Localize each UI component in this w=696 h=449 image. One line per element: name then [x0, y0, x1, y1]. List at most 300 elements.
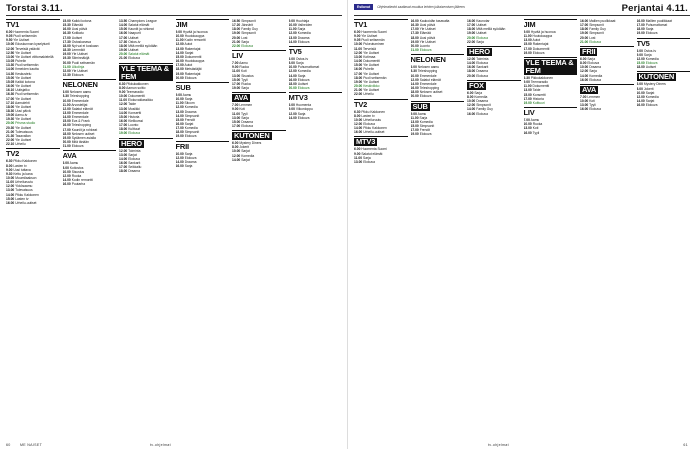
program-title: Yle Uutiset [15, 138, 32, 143]
channel-logo: JIM [175, 20, 188, 29]
program-time: 18.00 [636, 27, 645, 32]
program-time: 9.00 [119, 89, 126, 94]
program-title: Elokuva [128, 56, 140, 61]
channel-logo: HERO [469, 46, 490, 56]
program-time: 18.00 [410, 90, 419, 95]
channel-block [637, 38, 691, 70]
listing-column [63, 19, 117, 437]
program-title: Salatut elämät [128, 23, 150, 28]
program-time: 18.00 [119, 43, 128, 48]
program-listing [176, 164, 230, 168]
program-time: 14.00 [175, 50, 184, 55]
channel-logo: AVA [234, 93, 249, 103]
program-title: Draama [184, 109, 197, 114]
program-listing [467, 74, 521, 78]
program-time: 16.30 [6, 92, 15, 97]
program-time: 14.00 [636, 99, 645, 104]
program-title: Sarjat [645, 99, 655, 104]
program-title: Kettu ja kana [13, 171, 33, 176]
program-listing [232, 44, 286, 48]
program-title: Keskustelu [15, 71, 32, 76]
program-time: 21.30 [6, 133, 15, 138]
program-time: 16.50 [232, 19, 241, 23]
channel-logo: LIV [232, 51, 244, 61]
program-time: 9.00 [523, 80, 530, 85]
channel-logo: MTV3 [288, 93, 308, 103]
channel-header [232, 50, 286, 60]
channel-header [580, 84, 634, 94]
program-title: Uutiset [297, 81, 308, 86]
program-title: Eva & Frank [71, 119, 90, 124]
program-time: 15.00 [62, 19, 71, 23]
program-time: 14.00 [175, 113, 184, 118]
program-time: 12.00 [354, 121, 363, 126]
program-title: Teleshopping [71, 123, 92, 128]
program-time: 13.00 [232, 73, 241, 78]
channel-block [354, 19, 408, 97]
program-title: Elokuva [532, 50, 545, 55]
program-title: Autot [532, 38, 541, 43]
program-time: 16.00 [288, 77, 297, 82]
program-title: Kaukoidän tasavalta [419, 19, 450, 23]
program-time: 17.00 [119, 35, 128, 40]
program-time: 12.00 [636, 94, 645, 99]
program-time: 13.00 [6, 188, 15, 193]
program-title: Puoli seitsemän [363, 75, 387, 80]
channel-header [467, 80, 521, 90]
program-title: Nelosen uutiset [71, 131, 95, 136]
program-title: Draama [241, 119, 253, 124]
program-time: 20.00 [410, 43, 419, 48]
program-time: 6.00 [636, 48, 643, 53]
channel-block [6, 19, 60, 146]
program-title: Huutokauppa [184, 34, 205, 39]
program-time: 11.00 [232, 111, 241, 116]
program-time: 12.00 [410, 77, 419, 82]
program-time: 16.00 [354, 67, 363, 72]
program-title: Lost [241, 35, 248, 40]
program-time: 6.00 [636, 82, 643, 87]
program-title: Pikku Kakkonen [13, 159, 37, 164]
channel-block [524, 57, 578, 105]
program-time: 16.00 [175, 121, 184, 126]
program-title: Komedia [241, 153, 255, 158]
program-title: Draama [589, 65, 601, 70]
program-time: 15.30 [62, 23, 71, 28]
program-title: Pikku Kakkonen [363, 126, 387, 131]
notice-chip: Esiluvut [354, 4, 373, 10]
channel-header [354, 19, 408, 29]
program-listing [580, 78, 634, 82]
program-time: 20.00 [467, 35, 476, 40]
program-title: Nyt vai ei koskaan [71, 43, 99, 48]
channel-block [6, 148, 60, 205]
program-title: Komedia [645, 94, 659, 99]
program-time: 10.00 [62, 98, 71, 103]
program-time: 18.30 [62, 48, 71, 53]
program-time: 16.00 [6, 200, 15, 205]
program-time: 14.00 [410, 81, 419, 86]
program-time: 16.00 [580, 107, 589, 112]
program-title: Draama [184, 159, 197, 164]
program-title: Huuhtaja [295, 19, 310, 23]
program-title: Aamu [182, 92, 192, 97]
program-title: Elokuva [419, 132, 432, 137]
program-time: 9.00 [288, 19, 295, 23]
program-time: 7.00 [523, 118, 530, 123]
program-time: 9.00 [232, 65, 239, 70]
program-title: Kodin remontti [71, 178, 93, 182]
channel-header [232, 130, 286, 140]
program-time: 15.00 [119, 114, 128, 119]
program-time: 12.00 [62, 173, 71, 178]
program-title: Hyvää ja huonoa [530, 30, 556, 34]
program-title: Kaunotar [476, 19, 490, 23]
program-time: 22.30 [62, 73, 71, 78]
program-title: Huomenta [295, 103, 312, 108]
channel-logo: AVA [582, 84, 597, 94]
program-time: 15.00 [636, 61, 645, 66]
listing-column [232, 19, 286, 437]
program-time: 18.00 [636, 65, 645, 70]
channel-header [580, 46, 634, 56]
program-title: Kulttuuri [532, 100, 545, 105]
program-time: 9.05 [6, 34, 13, 39]
program-time: 9.30 [6, 171, 13, 176]
program-time: 22.00 [62, 68, 71, 73]
channel-header [63, 79, 117, 89]
program-time: 14.00 [354, 126, 363, 131]
channel-block [467, 19, 521, 44]
program-time: 8.00 [119, 85, 126, 90]
program-time: 12.00 [119, 148, 128, 153]
program-title: Sarja [295, 61, 304, 66]
channel-block [637, 19, 691, 36]
channel-logo: HERO [121, 138, 142, 148]
program-title: Ruoka [71, 173, 82, 178]
program-title: Urheilu [15, 142, 26, 147]
program-title: Champions League [128, 19, 157, 23]
channel-header [176, 19, 230, 29]
program-time: 16.10 [6, 88, 15, 93]
channel-block [119, 63, 173, 136]
program-time: 9.00 [410, 111, 417, 116]
program-time: 11.00 [354, 46, 363, 51]
program-title: Dokumentti [363, 59, 380, 64]
program-time: 22.00 [6, 138, 15, 143]
program-title: Puhumattomat [645, 23, 668, 28]
channel-block [467, 46, 521, 78]
channel-block [63, 19, 117, 77]
program-title: Tyyli [532, 130, 540, 135]
program-title: Kotikatu [71, 31, 84, 36]
program-title: Puoli seitsemän [13, 34, 37, 39]
program-title: Konsertti [128, 110, 142, 115]
program-title: Pikkukakkonen [530, 75, 554, 80]
program-time: 21.00 [6, 129, 15, 134]
program-title: Huomenta Suomi [361, 30, 387, 34]
program-time: 18.00 [232, 27, 241, 32]
program-title: Puoli seitsemän [15, 63, 39, 68]
channel-header [289, 46, 343, 56]
program-title: Ostos-tv [128, 39, 141, 44]
program-time: 12.00 [636, 56, 645, 61]
channel-logo: TV5 [636, 38, 650, 48]
program-time: 16.00 [119, 31, 128, 36]
channel-block [289, 46, 343, 90]
program-title: Simpsonit [589, 23, 604, 28]
program-title: Yle Uutiset [71, 52, 88, 57]
program-title: Family Guy [476, 107, 493, 112]
program-time: 16.00 [523, 130, 532, 135]
program-title: Elokuvaklassikko [128, 98, 154, 103]
program-title: Elokuva [589, 107, 601, 112]
program-title: Elokuva [241, 123, 253, 128]
program-time: 12.00 [288, 111, 297, 116]
program-time: 16.00 [467, 65, 476, 70]
program-time: 22.00 [354, 92, 363, 97]
program-time: 9.00 [175, 92, 182, 97]
program-listing [119, 56, 173, 60]
program-time: 21.00 [410, 48, 419, 53]
program-time: 17.00 [410, 27, 419, 32]
program-title: Sisustus [71, 169, 85, 174]
program-title: Komedia [645, 56, 659, 61]
program-time: 10.00 [288, 65, 297, 70]
program-time: 14.00 [288, 73, 297, 78]
program-time: 13.00 [523, 38, 532, 43]
channel-block [580, 84, 634, 112]
program-title: Sarja [587, 56, 596, 61]
program-title: Elokuva [184, 75, 197, 80]
program-title: Kodin remontti [184, 38, 206, 43]
program-title: Kauniit ja rohkeat [71, 127, 98, 132]
program-title: Yle Uutiset viittomakielellä [15, 54, 54, 59]
program-title: Jokerit [643, 86, 654, 91]
program-time: 9.50 [6, 38, 13, 43]
program-time: 16.00 [6, 84, 15, 89]
program-title: Uusi päivä [15, 108, 31, 113]
program-time: 10.00 [175, 151, 184, 156]
program-time: 19.00 [119, 131, 128, 136]
program-time: 18.00 [62, 43, 71, 48]
program-time: 13.00 [288, 35, 297, 40]
program-title: Koti [589, 99, 595, 104]
notice-text: Ohjelmatiedot saattavat muuttua lehden julkaisemisen jälkeen. [377, 5, 466, 9]
program-time: 8.00 [354, 113, 361, 118]
program-time: 16.00 [119, 161, 128, 166]
program-time: 12.00 [119, 102, 128, 107]
program-title: Terveisiä ystävät [15, 46, 40, 51]
program-time: 12.00 [354, 50, 363, 55]
program-time: 9.05 [354, 38, 361, 43]
program-title: Toiminta [476, 56, 489, 61]
program-time: 10.00 [232, 149, 241, 154]
program-time: 8.00 [62, 165, 69, 170]
program-title: Draama [128, 169, 140, 174]
channel-header [6, 19, 60, 29]
program-time: 19.30 [6, 117, 15, 122]
right-page [348, 0, 696, 449]
program-time: 17.30 [119, 39, 128, 44]
header-rule [354, 15, 690, 16]
program-time: 10.00 [636, 90, 645, 95]
program-time: 16.00 [62, 123, 71, 128]
program-title: Naapurit [128, 31, 141, 36]
program-time: 19.00 [523, 100, 532, 105]
program-title: Sitcom [184, 101, 195, 106]
channel-block [119, 19, 173, 61]
program-title: Uutiset [128, 35, 139, 40]
program-title: Yle Uutiset [15, 50, 32, 55]
program-time: 17.00 [62, 127, 71, 132]
program-time: 16.00 [636, 19, 645, 23]
channel-header [524, 107, 578, 117]
program-time: 6.00 [467, 90, 474, 95]
program-time: 14.00 [119, 110, 128, 115]
program-title: Teleshopping [417, 69, 438, 74]
program-title: Elokuva [589, 77, 601, 82]
program-title: Sarja [297, 27, 306, 32]
program-time: 12.50 [6, 50, 15, 55]
program-title: Aamun soitto [126, 85, 146, 90]
program-listing [119, 169, 173, 173]
program-title: Urheilu [363, 92, 374, 97]
program-time: 16.00 [410, 86, 419, 91]
program-time: 15.00 [410, 123, 419, 128]
program-title: Elokuva [128, 131, 140, 136]
program-time: 22.00 [467, 39, 476, 44]
program-time: 14.00 [580, 73, 589, 78]
program-title: Mitä meillä syödään [476, 27, 506, 32]
channel-block [63, 150, 117, 186]
program-title: Lasten tv [13, 163, 27, 168]
program-title: Elokuva [297, 39, 310, 44]
channel-logo: NELONEN [410, 55, 446, 65]
program-time: 12.00 [175, 155, 184, 160]
listing-column [289, 19, 343, 437]
program-listing [524, 131, 578, 135]
program-title: Teleshopping [419, 86, 440, 91]
program-title: Mystery Diners [239, 141, 262, 146]
program-title: Simpsonit [241, 19, 256, 23]
program-time: 15.00 [175, 54, 184, 59]
program-time: 19.00 [119, 48, 128, 53]
program-title: Salatut elämät [361, 151, 383, 156]
program-time: 12.00 [175, 105, 184, 110]
program-title: Terveisiä [362, 46, 376, 51]
program-title: Taide [128, 102, 137, 107]
channel-logo: LIV [523, 108, 535, 118]
program-title: Elokuva [645, 31, 658, 36]
program-title: Elämää [71, 23, 83, 28]
program-title: Teemaradio [126, 89, 144, 94]
channel-block [411, 54, 465, 98]
program-time: 14.00 [62, 178, 71, 182]
program-time: 17.00 [523, 46, 532, 51]
channel-block [176, 19, 230, 80]
program-title: Simpsonit [476, 103, 491, 108]
program-title: Komedia [184, 126, 198, 131]
listing-column [637, 19, 691, 437]
program-listing [232, 158, 286, 162]
program-title: Seikkailu [128, 165, 142, 170]
program-time: 10.00 [62, 169, 71, 174]
program-time: 21.00 [580, 39, 589, 44]
channel-header [637, 38, 691, 48]
program-title: Keskiviikko [363, 84, 380, 89]
program-listing [467, 40, 521, 44]
program-title: Komedia [419, 119, 433, 124]
program-title: Draama [297, 35, 310, 40]
program-time: 11.00 [232, 69, 241, 74]
program-time: 10.00 [410, 73, 419, 78]
program-time: 9.00 [232, 107, 239, 112]
program-title: Elokuva [419, 94, 432, 99]
program-title: Huutokauppa [532, 34, 553, 39]
program-listing [637, 65, 691, 69]
program-title: Elokuva [297, 86, 310, 91]
program-title: Elokuva [363, 159, 375, 164]
program-time: 17.00 [119, 123, 128, 128]
program-title: Elokuva [71, 144, 84, 149]
program-title: Puoli seitsemän [15, 92, 39, 97]
program-title: Puhelin [15, 59, 27, 64]
program-time: 17.00 [6, 96, 15, 101]
program-time: 7.00 [580, 94, 587, 99]
program-title: Sarja [645, 27, 654, 32]
program-title: Simpsonit [184, 113, 200, 118]
program-title: Yle Uutiset [71, 68, 88, 73]
program-title: Elokuva [128, 156, 140, 161]
channel-header [176, 82, 230, 92]
program-title: Aamu [530, 118, 540, 123]
program-time: 13.30 [6, 63, 15, 68]
program-title: Lasten tv [15, 196, 29, 201]
program-title: Sarja [363, 155, 371, 160]
listing-column [119, 19, 173, 437]
program-time: 16.00 [175, 164, 184, 169]
program-time: 9.00 [636, 52, 643, 57]
program-title: Ostoskanava [71, 39, 91, 44]
program-time: 6.30 [354, 109, 361, 114]
program-time: 15.00 [523, 42, 532, 47]
program-time: 15.00 [62, 119, 71, 124]
program-title: Kaikki kotona [15, 79, 35, 84]
program-time: 12.00 [62, 106, 71, 111]
program-time: 18.00 [410, 35, 419, 40]
channel-logo: TV2 [354, 99, 368, 109]
program-time: 19.00 [62, 135, 71, 140]
program-title: Sankarit [128, 161, 141, 166]
program-title: Aamu-tv [15, 113, 28, 118]
section-name: tv-ohjelmat [150, 443, 171, 447]
channel-header [354, 136, 408, 146]
program-title: Draama [476, 69, 488, 74]
program-listing [354, 92, 408, 96]
program-time: 13.00 [354, 54, 363, 59]
program-time: 21.00 [354, 88, 363, 93]
channel-block [580, 19, 634, 44]
program-title: Kulttuuri [128, 127, 141, 132]
program-title: Pikkukakkonen [126, 81, 149, 86]
program-time: 15.00 [354, 63, 363, 68]
program-time: 15.05 [6, 79, 15, 84]
program-time: 6.00 [232, 141, 239, 146]
listing-columns [6, 19, 342, 437]
program-listing [63, 182, 117, 186]
program-time: 15.00 [6, 196, 15, 201]
